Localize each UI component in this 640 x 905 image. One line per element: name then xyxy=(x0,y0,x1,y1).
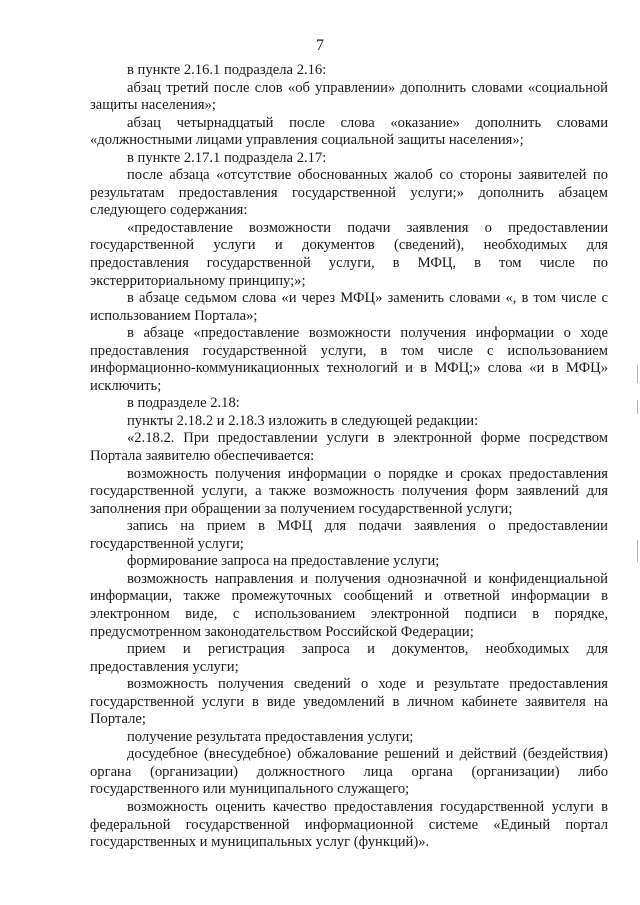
paragraph: прием и регистрация запроса и документов, необходимых для предоставления услуги; xyxy=(90,641,608,675)
paragraph: пункты 2.18.2 и 2.18.3 изложить в следующей редакции: xyxy=(127,412,479,429)
paragraph: «предоставление возможности подачи заявления о предоставлении государственной услуги и документов (сведений), необходимых для предоставления государственной услуги, в МФЦ, в том числе по экстерриториальному принципу;»; xyxy=(90,219,608,289)
paragraph: возможность направления и получения однозначной и конфиденциальной информации, также промежуточных сообщений и ответной информации в электронном виде, с использованием электронной подписи в порядке, предусмотренном законодательством Российской Федерации; xyxy=(90,570,608,640)
paragraph: абзац четырнадцатый после слова «оказание» дополнить словами «должностными лицами управления социальной защиты населения»; xyxy=(90,114,608,149)
paragraph: абзац третий после слов «об управлении» дополнить словами «социальной защиты населения»; xyxy=(90,79,608,114)
paragraph: возможность получения сведений о ходе и результате предоставления государственной услуги в виде уведомлений в личном кабинете заявителя на Портале; xyxy=(90,676,608,728)
page-number: 7 xyxy=(316,37,324,54)
paragraph: в подразделе 2.18: xyxy=(127,395,240,412)
paragraph: запись на прием в МФЦ для подачи заявления о предоставлении государственной услуги; xyxy=(90,518,608,552)
paragraph: в пункте 2.16.1 подраздела 2.16: xyxy=(127,62,327,78)
paragraph: в пункте 2.17.1 подраздела 2.17: xyxy=(127,149,327,166)
scan-edge-mark xyxy=(637,540,638,562)
paragraph: в абзаце «предоставление возможности получения информации о ходе предоставления государственной услуги, в том числе с использованием информационно-коммуникационных технологий и в МФЦ;» слова «и в МФЦ» исключить; xyxy=(90,325,608,394)
paragraph: в абзаце седьмом слова «и через МФЦ» заменить словами «, в том числе с использованием Портала»; xyxy=(90,290,608,324)
scan-edge-mark xyxy=(637,365,638,383)
paragraph: «2.18.2. При предоставлении услуги в электронной форме посредством Портала заявителю обеспечивается: xyxy=(90,430,608,465)
paragraph: возможность получения информации о порядке и сроках предоставления государственной услуги, а также возможность получения форм заявлений для заполнения при обращении за получением государственной услуги; xyxy=(90,465,608,517)
paragraph: после абзаца «отсутствие обоснованных жалоб со стороны заявителей по результатам предоставления государственной услуги;» дополнить абзацем следующего содержания: xyxy=(90,167,608,219)
paragraph: получение результата предоставления услуги; xyxy=(127,728,414,745)
document-body xyxy=(90,62,608,852)
paragraph: возможность оценить качество предоставления государственной услуги в федеральной государственной информационной системе «Единый портал государственных и муниципальных услуг (функций)». xyxy=(90,798,608,851)
scan-edge-mark xyxy=(637,400,638,414)
paragraph: досудебное (внесудебное) обжалование решений и действий (бездействия) органа (организации) должностного лица органа (организации) либо государственного или муниципального служащего; xyxy=(90,746,608,798)
paragraph: формирование запроса на предоставление услуги; xyxy=(127,553,440,570)
